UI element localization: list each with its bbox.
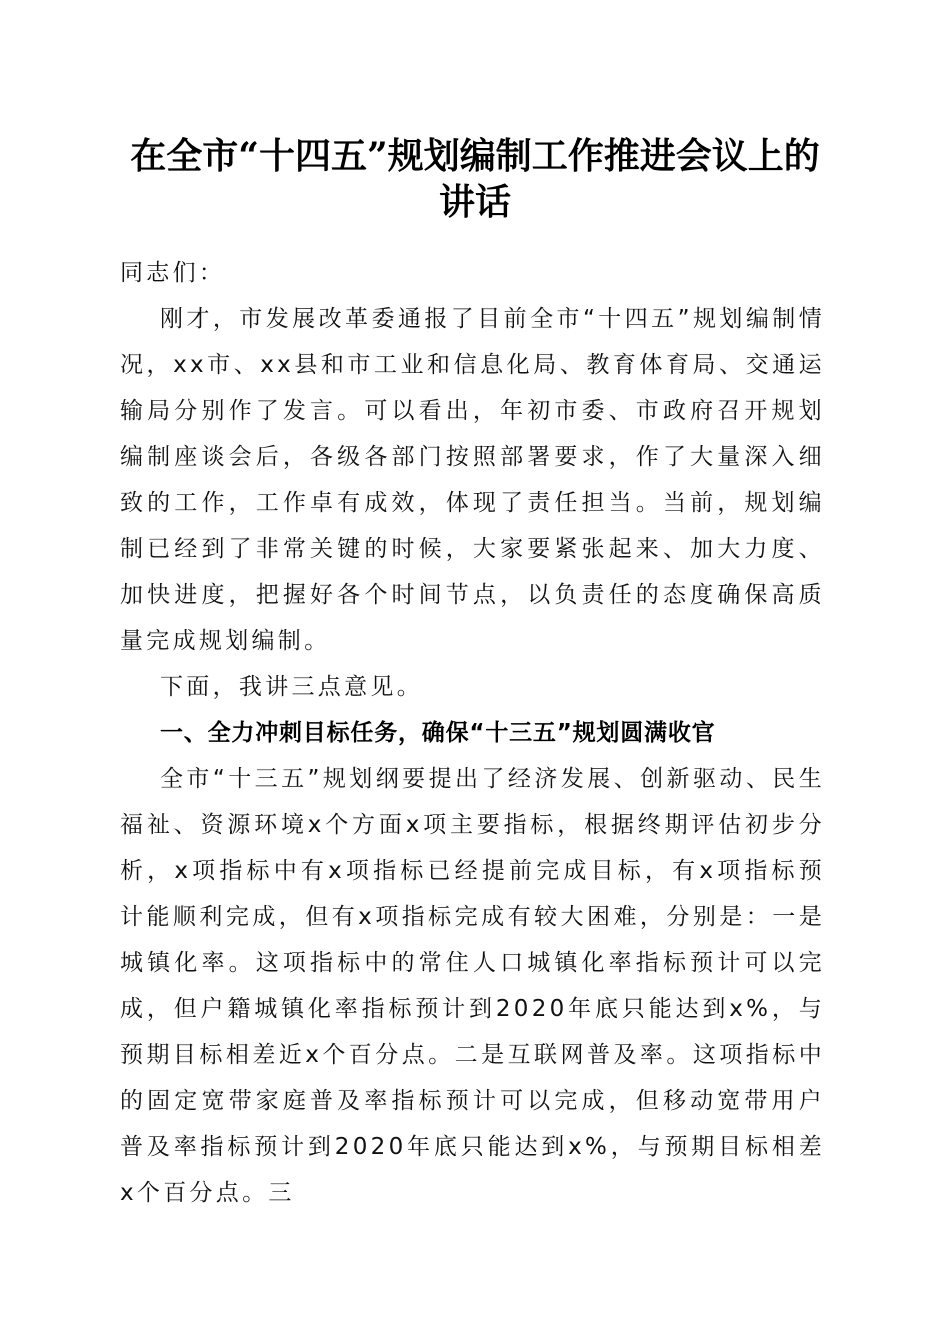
section-paragraph-1: 全市“十三五”规划纲要提出了经济发展、创新驱动、民生福祉、资源环境x个方面x项主要指标，根据终期评估初步分析，x项指标中有x项指标已经提前完成目标，有x项指标预计能顺利完成，但有x项指标完成有较大困难，分别是：一是城镇化率。这项指标中的常住人口城镇化率指标预计可以完成，但户籍城镇化率指标预计到2020年底只能达到x%，与预期目标相差近x个百分点。二是互联网普及率。这项指标中的固定宽带家庭普及率指标预计可以完成，但移动宽带用户普及率指标预计到2020年底只能达到x%，与预期目标相差x个百分点。三 [120,766,825,1206]
title-line-2: 讲话 [438,181,511,223]
document-title [100,133,850,225]
paragraph-transition: 下面，我讲三点意见。 [160,674,423,700]
document-body [120,250,825,1216]
salutation: 同志们： [120,260,226,286]
title-line-1: 在全市“十四五”规划编制工作推进会议上的 [130,135,820,177]
section-heading-1: 一、全力冲刺目标任务，确保“十三五”规划圆满收官 [160,720,716,746]
paragraph-intro: 刚才，市发展改革委通报了目前全市“十四五”规划编制情况，xx市、xx县和市工业和信息化局、教育体育局、交通运输局分别作了发言。可以看出，年初市委、市政府召开规划编制座谈会后，各级各部门按照部署要求，作了大量深入细致的工作，工作卓有成效，体现了责任担当。当前，规划编制已经到了非常关键的时候，大家要紧张起来、加大力度、加快进度，把握好各个时间节点，以负责任的态度确保高质量完成规划编制。 [120,306,825,654]
